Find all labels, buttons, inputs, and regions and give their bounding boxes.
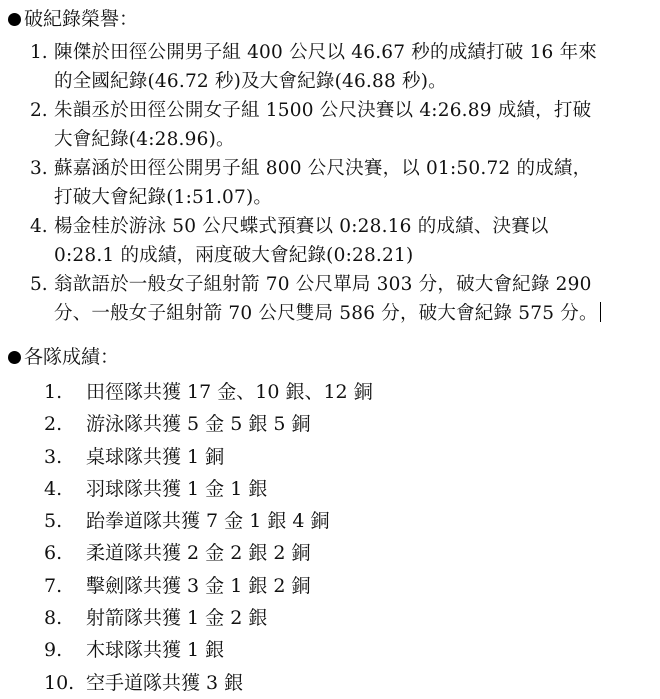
team-number: 2. — [44, 413, 63, 436]
team-number: 8. — [44, 607, 63, 630]
team-item — [44, 667, 373, 699]
team-number: 3. — [44, 445, 63, 468]
bullet-icon — [8, 13, 21, 26]
record-item — [30, 270, 655, 328]
record-number: 5. — [30, 274, 48, 295]
team-item — [44, 602, 373, 634]
record-line: 陳傑於田徑公開男子組 400 公尺以 46.67 秒的成績打破 16 年來 — [54, 42, 597, 63]
teams-list — [44, 376, 373, 699]
team-item — [44, 570, 373, 602]
record-text — [54, 270, 655, 328]
record-line-text: 分、一般女子組射箭 70 公尺雙局 586 分，破大會紀錄 575 分。 — [54, 303, 598, 324]
team-text: 空手道隊共獲 3 銀 — [86, 671, 244, 694]
team-number: 4. — [44, 477, 63, 500]
team-text: 游泳隊共獲 5 金 5 銀 5 銅 — [86, 413, 311, 436]
team-text: 田徑隊共獲 17 金、10 銀、12 銅 — [86, 381, 373, 403]
record-line: 蘇嘉涵於田徑公開男子組 800 公尺決賽，以 01:50.72 的成績， — [54, 158, 592, 179]
records-heading-text: 破紀錄榮譽： — [24, 8, 139, 30]
team-text: 羽球隊共獲 1 金 1 銀 — [86, 477, 268, 500]
record-item — [30, 38, 655, 96]
record-line: 翁歆語於一般女子組射箭 70 公尺單局 303 分，破大會紀錄 290 — [54, 274, 592, 295]
record-text — [54, 212, 655, 270]
record-text — [54, 154, 655, 212]
team-text: 擊劍隊共獲 3 金 1 銀 2 銅 — [86, 574, 311, 597]
record-line: 的全國紀錄(46.72 秒)及大會紀錄(46.88 秒)。 — [54, 71, 447, 92]
record-text — [54, 38, 655, 96]
record-line: 朱韻丞於田徑公開女子組 1500 公尺決賽以 4:26.89 成績，打破 — [54, 100, 592, 121]
text-cursor — [600, 302, 601, 322]
record-number: 1. — [30, 42, 48, 63]
team-text: 柔道隊共獲 2 金 2 銀 2 銅 — [86, 542, 311, 565]
team-number: 10. — [44, 671, 75, 694]
team-number: 5. — [44, 510, 63, 533]
bullet-icon — [8, 351, 21, 364]
team-item — [44, 408, 373, 440]
record-line: 0:28.1 的成績，兩度破大會紀錄(0:28.21) — [54, 245, 414, 266]
team-text: 射箭隊共獲 1 金 2 銀 — [86, 607, 268, 630]
record-item — [30, 96, 655, 154]
teams-heading — [8, 344, 119, 370]
record-item — [30, 154, 655, 212]
team-number: 9. — [44, 639, 63, 662]
records-list — [30, 38, 655, 328]
teams-heading-text: 各隊成績： — [24, 346, 120, 368]
record-item — [30, 212, 655, 270]
team-item — [44, 441, 373, 473]
team-item — [44, 537, 373, 569]
record-number: 4. — [30, 216, 48, 237]
team-number: 1. — [44, 381, 63, 403]
team-text: 跆拳道隊共獲 7 金 1 銀 4 銅 — [86, 510, 330, 533]
team-item — [44, 473, 373, 505]
record-number: 3. — [30, 158, 48, 179]
record-line: 楊金桂於游泳 50 公尺蝶式預賽以 0:28.16 的成績、決賽以 — [54, 216, 549, 237]
records-heading — [8, 6, 138, 32]
record-line-with-cursor — [54, 299, 655, 328]
team-item — [44, 505, 373, 537]
record-line: 大會紀錄(4:28.96)。 — [54, 129, 235, 150]
record-line: 打破大會紀錄(1:51.07)。 — [54, 187, 273, 208]
team-item — [44, 634, 373, 666]
record-number: 2. — [30, 100, 48, 121]
team-number: 7. — [44, 574, 63, 597]
team-text: 桌球隊共獲 1 銅 — [86, 445, 225, 468]
record-text — [54, 96, 655, 154]
team-number: 6. — [44, 542, 63, 565]
team-text: 木球隊共獲 1 銀 — [86, 639, 225, 662]
team-item — [44, 376, 373, 408]
